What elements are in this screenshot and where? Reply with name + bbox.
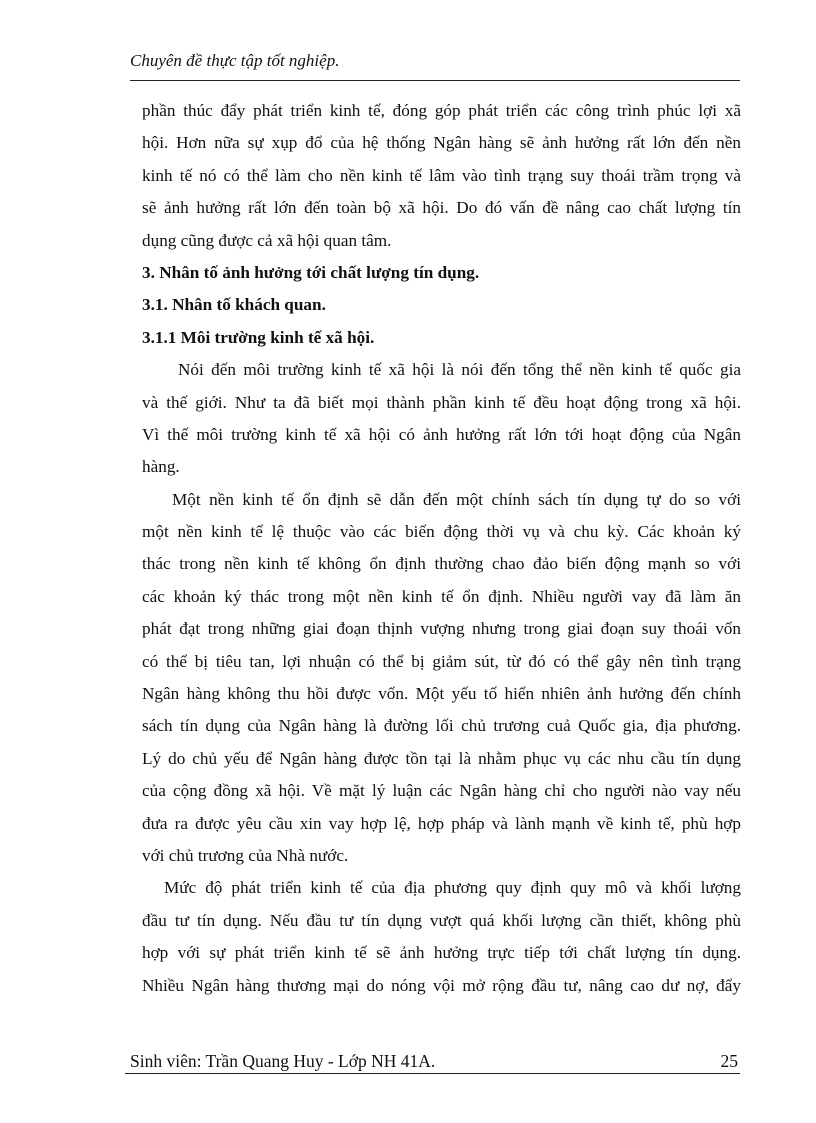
paragraph-line: Một nền kinh tế ổn định sẽ dẫn đến một chính sách tín dụng tự do so với (172, 489, 741, 509)
paragraph-line: phát đạt trong những giai đoạn thịnh vượng nhưng trong giai đoạn suy thoái vốn (142, 619, 741, 639)
paragraph-line: hợp với sự phát triển kinh tế sẽ ảnh hưởng trực tiếp tới chất lượng tín dụng. (142, 943, 741, 963)
page-number: 25 (720, 1051, 738, 1071)
paragraph-line: một nền kinh tế lệ thuộc vào các biến động thời vụ và chu kỳ. Các khoản ký (142, 522, 741, 542)
section-heading: 3.1.1 Môi trường kinh tế xã hội. (142, 327, 375, 347)
paragraph-line: Nói đến môi trường kinh tế xã hội là nói đến tổng thể nền kinh tế quốc gia (178, 360, 741, 380)
paragraph-line: và thế giới. Như ta đã biết mọi thành phần kinh tế đều hoạt động trong xã hội. (142, 392, 741, 412)
paragraph-line: Ngân hàng không thu hồi được vốn. Một yếu tố hiển nhiên ảnh hưởng đến chính (142, 684, 741, 704)
paragraph-line: của cộng đồng xã hội. Về mặt lý luận các Ngân hàng chỉ cho người nào vay nếu (142, 781, 741, 801)
paragraph-line: Mức độ phát triển kinh tế của địa phương quy định quy mô và khối lượng (164, 878, 741, 898)
paragraph-line: Nhiều Ngân hàng thương mại do nóng vội mở rộng đầu tư, nâng cao dư nợ, đẩy (142, 975, 741, 995)
footer-divider (125, 1073, 740, 1074)
paragraph-line: đưa ra được yêu cầu xin vay hợp lệ, hợp pháp và lành mạnh về kinh tế, phù hợp (142, 813, 741, 833)
header-divider (130, 80, 740, 81)
paragraph-line: hàng. (142, 457, 180, 477)
paragraph-line: sách tín dụng của Ngân hàng là đường lối chủ trương cuả Quốc gia, địa phương. (142, 716, 741, 736)
paragraph-line: kinh tế nó có thể làm cho nền kinh tế lâm vào tình trạng suy thoái trầm trọng và (142, 165, 741, 185)
footer-author: Sinh viên: Trần Quang Huy - Lớp NH 41A. (130, 1051, 436, 1071)
paragraph-line: các khoản ký thác trong một nền kinh tế ổn định. Nhiều người vay đã làm ăn (142, 586, 741, 606)
section-heading: 3.1. Nhân tố khách quan. (142, 295, 326, 315)
paragraph-line: sẽ ảnh hưởng rất lớn đến toàn bộ xã hội. Do đó vấn đề nâng cao chất lượng tín (142, 198, 741, 218)
section-heading: 3. Nhân tố ảnh hưởng tới chất lượng tín dụng. (142, 262, 480, 282)
paragraph-line: thác trong nền kinh tế không ổn định thường chao đảo biến động mạnh so với (142, 554, 741, 574)
body-text (142, 95, 741, 1002)
paragraph-line: Vì thế môi trường kinh tế xã hội có ảnh hưởng rất lớn tới hoạt động của Ngân (142, 424, 741, 444)
paragraph-line: dụng cũng được cả xã hội quan tâm. (142, 230, 392, 250)
paragraph-line: Lý do chủ yếu để Ngân hàng được tồn tại là nhằm phục vụ các nhu cầu tín dụng (142, 748, 741, 768)
page-header-title: Chuyên đề thực tập tốt nghiệp. (130, 51, 340, 70)
paragraph-line: có thể bị tiêu tan, lợi nhuận có thể bị giảm sút, từ đó có thể gây nên tình trạng (142, 651, 741, 671)
paragraph-line: hội. Hơn nữa sự xụp đổ của hệ thống Ngân hàng sẽ ảnh hưởng rất lớn đến nền (142, 133, 741, 153)
paragraph-line: đầu tư tín dụng. Nếu đầu tư tín dụng vượt quá khối lượng cần thiết, không phù (142, 910, 741, 930)
paragraph-line: với chủ trương của Nhà nước. (142, 845, 349, 865)
paragraph-line: phần thúc đẩy phát triển kinh tế, đóng góp phát triển các công trình phúc lợi xã (142, 101, 741, 120)
